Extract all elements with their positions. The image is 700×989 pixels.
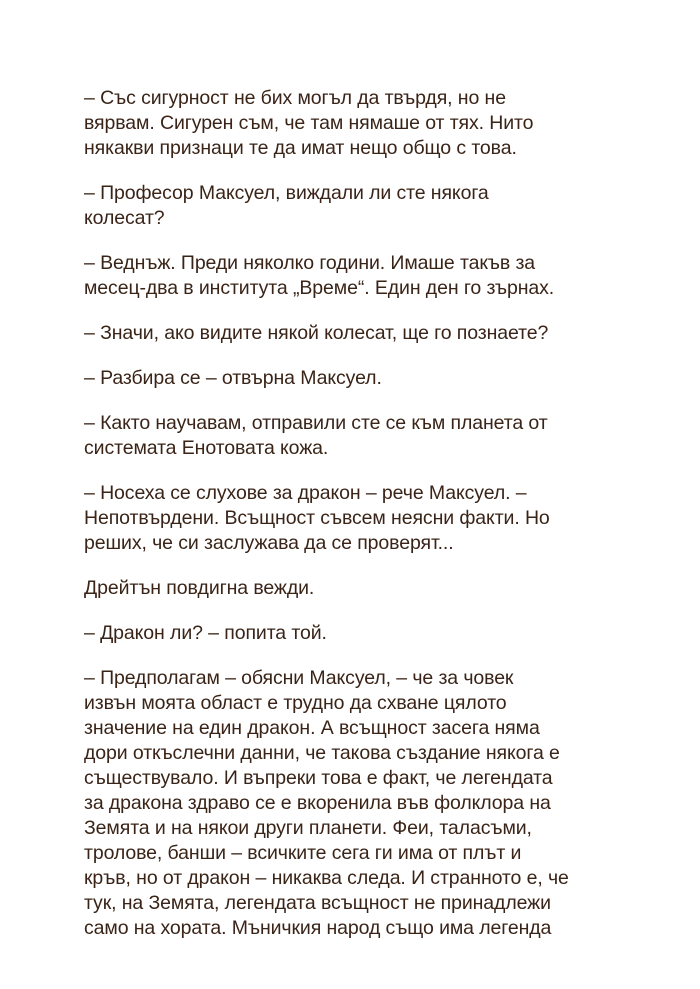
paragraph-2: – Професор Максуел, виждали ли сте някога колесат?: [84, 182, 489, 229]
page-text: [84, 86, 624, 961]
paragraph-9: – Дракон ли? – попита той.: [84, 622, 327, 644]
paragraph-8: Дрейтън повдигна вежди.: [84, 577, 315, 599]
paragraph-5: – Разбира се – отвърна Максуел.: [84, 367, 382, 389]
paragraph-10: – Предполагам – обясни Максуел, – че за човек извън моята област е трудно да схване цялото значение на един дракон. А всъщност засега няма дори откъслечни данни, че такова създание някога е съществувало. И въпреки това е факт, че легендата за дракона здраво се е вкоренила във фолклора на Земята и на някои други планети. Феи, таласъми, тролове, банши – всичките сега ги има от плът и кръв, но от дракон – никаква следа. И странното е, че тук, на Земята, легендата всъщност не принадлежи само на хората. Мъничкия народ също има легенда: [84, 667, 569, 939]
paragraph-6: – Както научавам, отправили сте се към планета от системата Енотовата кожа.: [84, 412, 548, 459]
paragraph-4: – Значи, ако видите някой колесат, ще го познаете?: [84, 322, 549, 344]
paragraph-3: – Веднъж. Преди няколко години. Имаше такъв за месец-два в института „Време“. Един ден го зърнах.: [84, 252, 555, 299]
paragraph-1: – Със сигурност не бих могъл да твърдя, но не вярвам. Сигурен съм, че там нямаше от тях. Нито някакви признаци те да имат нещо общо с това.: [84, 87, 534, 159]
paragraph-7: – Носеха се слухове за дракон – рече Максуел. – Непотвърдени. Всъщност съвсем неясни факти. Но реших, че си заслужава да се проверят...: [84, 482, 550, 554]
